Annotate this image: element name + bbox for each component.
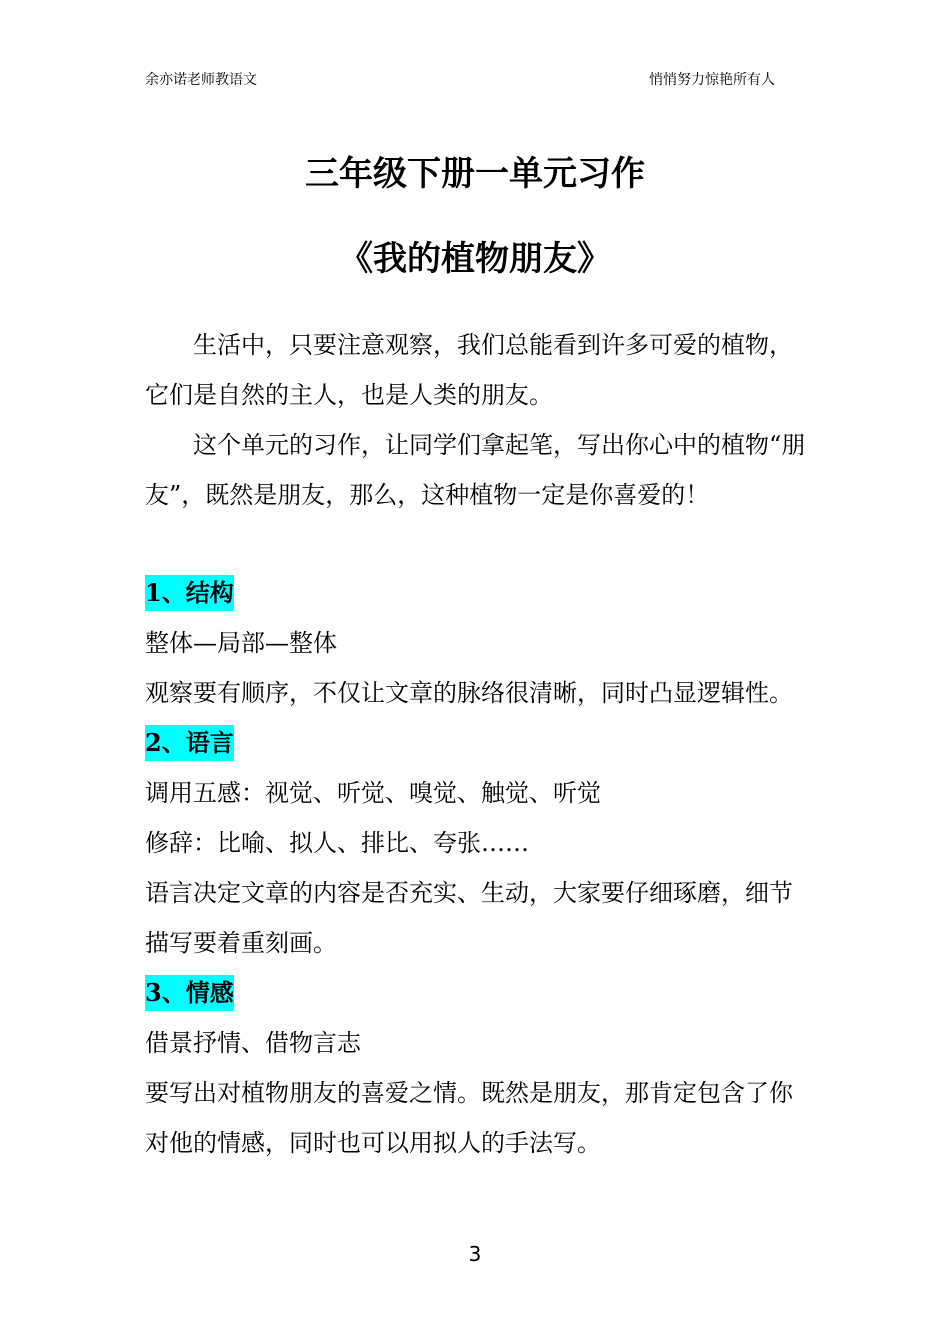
document-subtitle: 《我的植物朋友》 xyxy=(339,239,611,279)
section-heading-language: 2、语言 xyxy=(145,725,234,761)
section-emotion xyxy=(145,968,815,1168)
section-heading-emotion: 3、情感 xyxy=(145,975,234,1011)
page-number: 3 xyxy=(468,1242,482,1266)
section-line: 要写出对植物朋友的喜爱之情。既然是朋友，那肯定包含了你对他的情感，同时也可以用拟人的手法写。 xyxy=(145,1079,793,1157)
spacer xyxy=(145,520,815,568)
section-line: 调用五感：视觉、听觉、嗅觉、触觉、听觉 xyxy=(145,779,601,807)
intro-paragraph-2: 这个单元的习作，让同学们拿起笔，写出你心中的植物“朋友”，既然是朋友，那么，这种植物一定是你喜爱的！ xyxy=(145,431,806,509)
document-title: 三年级下册一单元习作 xyxy=(305,154,645,194)
section-heading-structure: 1、结构 xyxy=(145,575,234,611)
intro-paragraph-1: 生活中，只要注意观察，我们总能看到许多可爱的植物，它们是自然的主人，也是人类的朋友。 xyxy=(145,331,793,409)
section-line: 借景抒情、借物言志 xyxy=(145,1029,361,1057)
document-body xyxy=(145,320,815,1168)
header-right-text: 悄悄努力惊艳所有人 xyxy=(649,72,775,88)
section-line: 整体—局部—整体 xyxy=(145,629,337,657)
section-line: 语言决定文章的内容是否充实、生动，大家要仔细琢磨，细节描写要着重刻画。 xyxy=(145,879,793,957)
section-language xyxy=(145,718,815,968)
page-header xyxy=(145,70,805,90)
header-left-text: 余亦诺老师教语文 xyxy=(145,72,257,88)
section-line: 修辞：比喻、拟人、排比、夸张…… xyxy=(145,829,529,857)
section-line: 观察要有顺序，不仅让文章的脉络很清晰，同时凸显逻辑性。 xyxy=(145,679,793,707)
section-structure xyxy=(145,568,815,718)
